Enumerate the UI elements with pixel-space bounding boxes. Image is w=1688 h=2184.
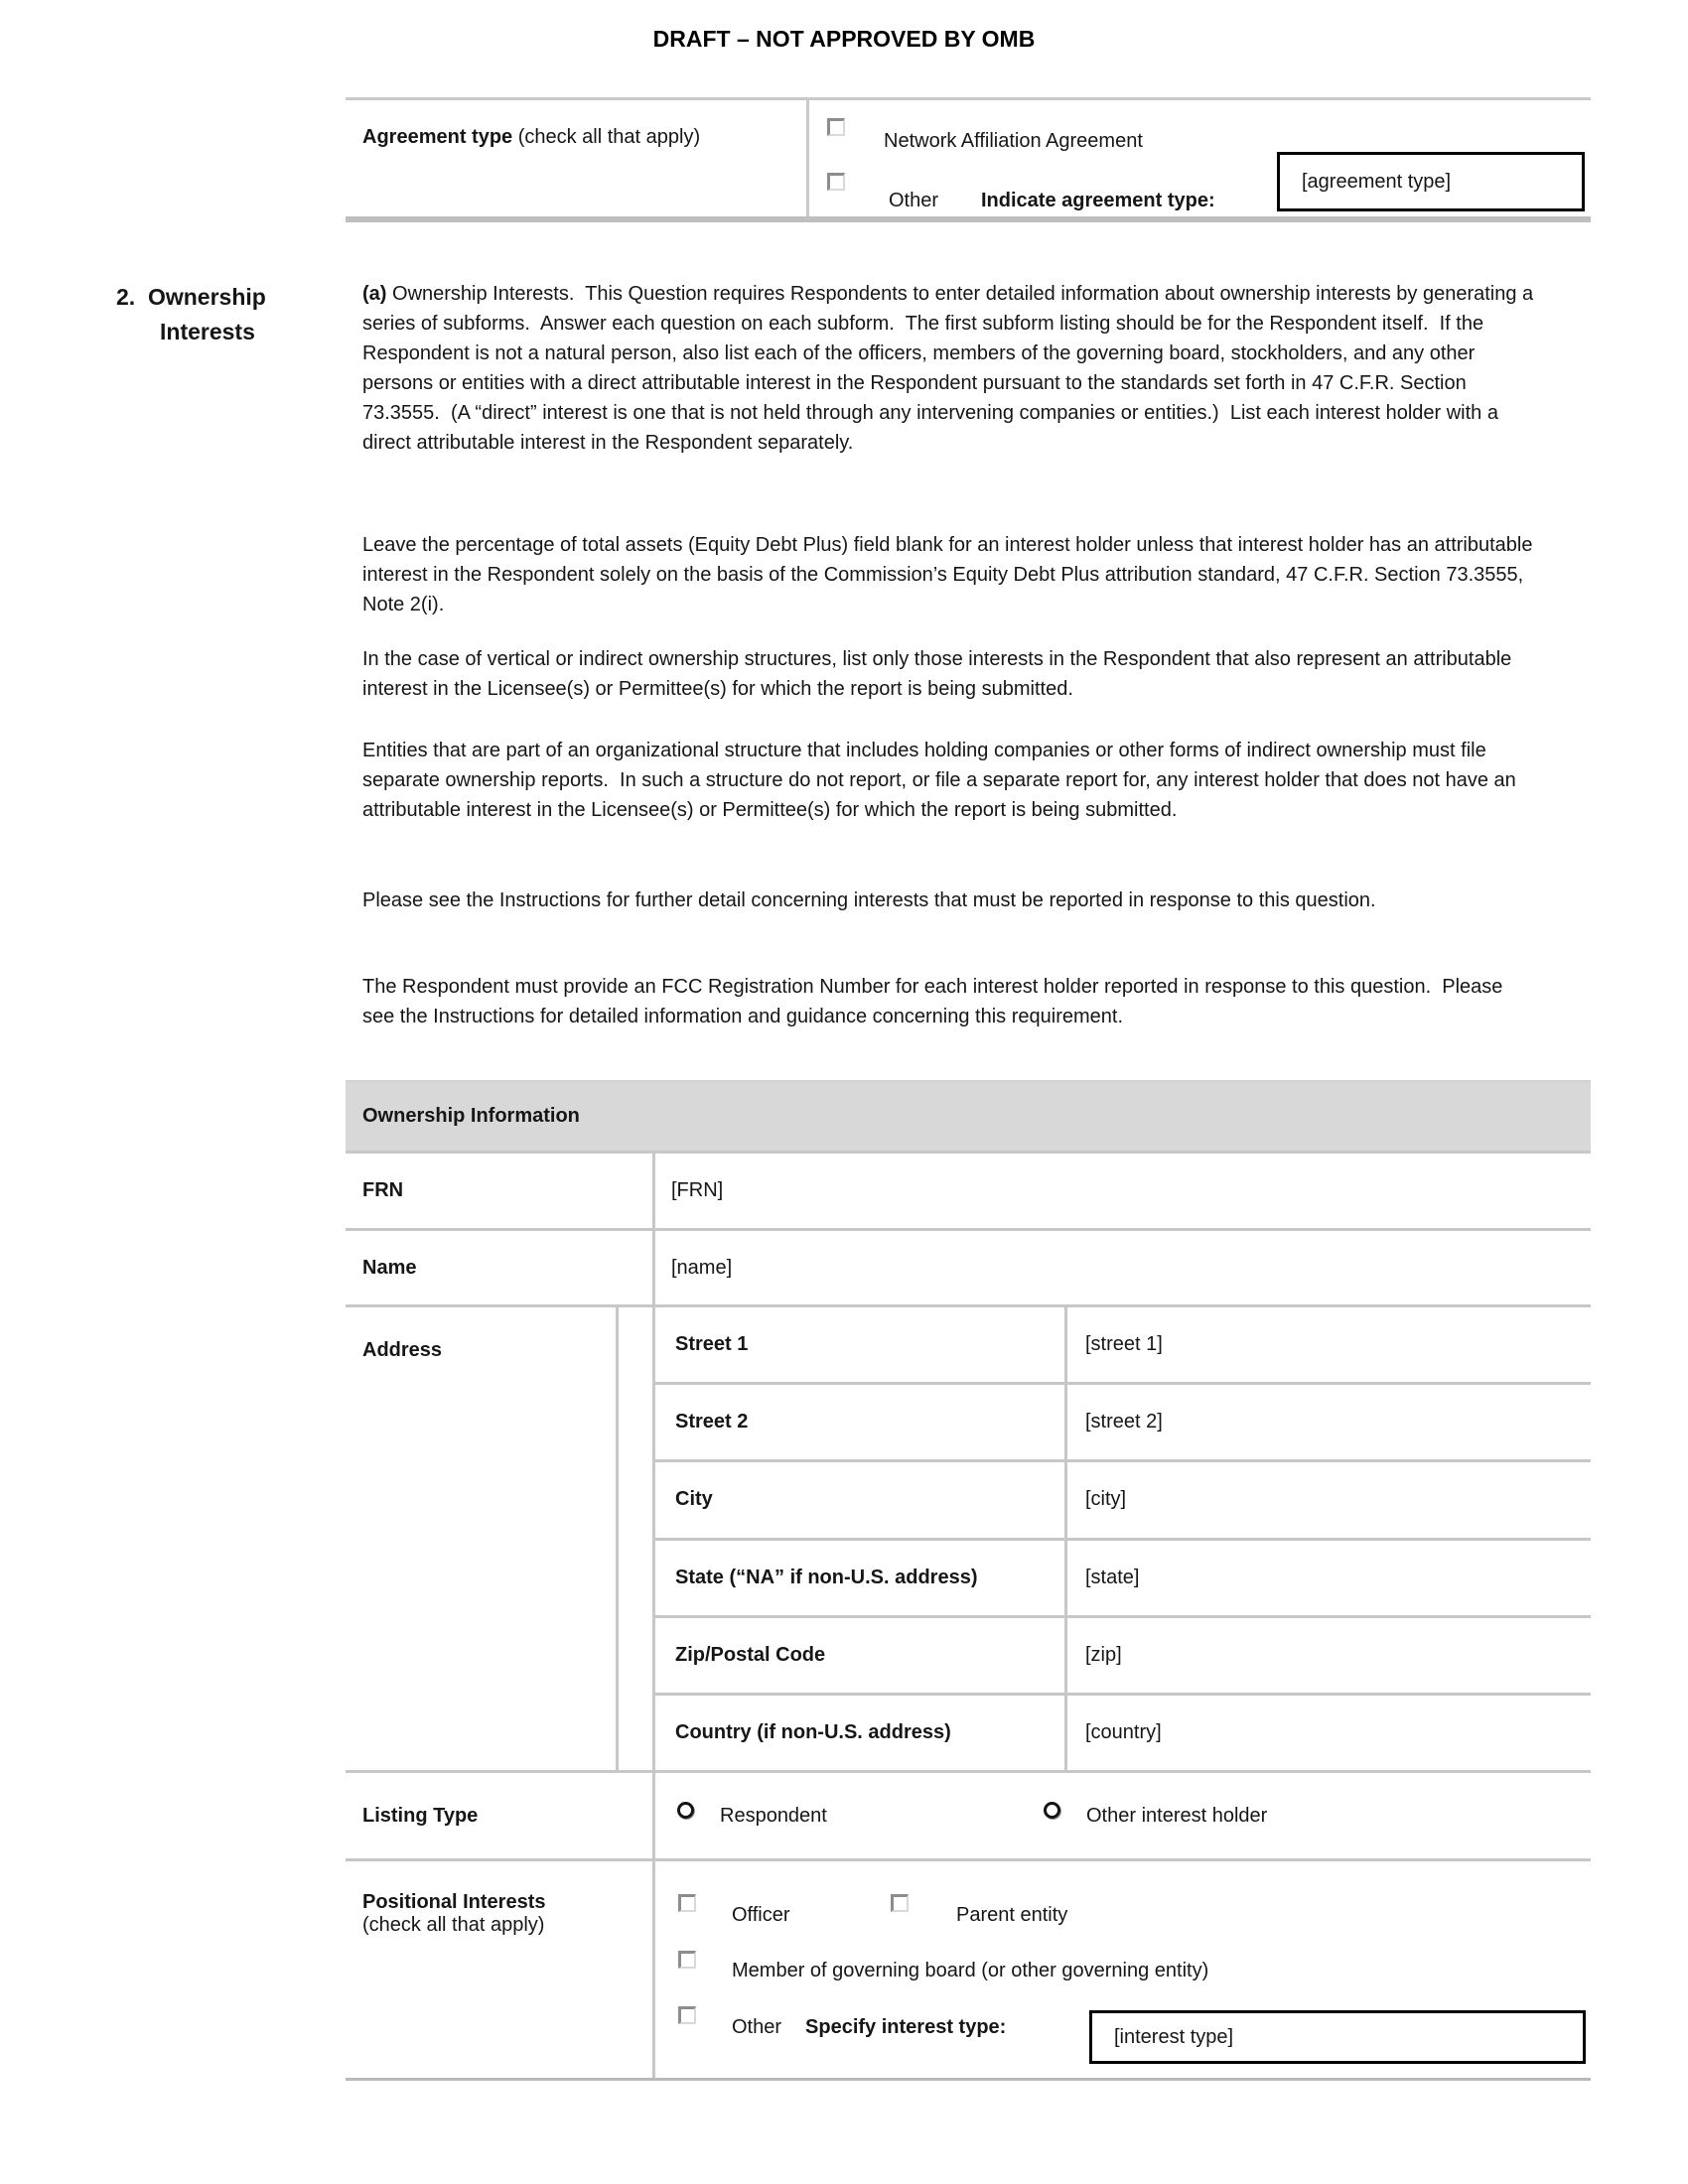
checkbox-other-interest[interactable] bbox=[678, 2006, 696, 2024]
listing-type-label: Listing Type bbox=[346, 1773, 655, 1858]
other-agreement-label: Other bbox=[889, 190, 939, 211]
agreement-type-label-note: (check all that apply) bbox=[512, 126, 701, 148]
paragraph-see-instructions: Please see the Instructions for further detail concerning interests that must be reported in response to this question. bbox=[362, 889, 1376, 911]
city-row bbox=[655, 1459, 1591, 1537]
address-row bbox=[346, 1304, 1591, 1770]
agreement-type-input-value: [agreement type] bbox=[1302, 170, 1452, 193]
specify-interest-type-label: Specify interest type: bbox=[805, 2015, 1007, 2038]
paragraph-vertical-ownership: In the case of vertical or indirect ownership structures, list only those interests in the Respondent that also represent an attributable interest in the Licensee(s) or Permittee(s) for which the report is being submitted. bbox=[362, 648, 1517, 700]
street2-value: [street 2] bbox=[1085, 1411, 1163, 1433]
street1-label: Street 1 bbox=[655, 1307, 1067, 1382]
radio-other-interest-holder[interactable] bbox=[1044, 1802, 1060, 1819]
checkbox-member-governing-board[interactable] bbox=[678, 1951, 696, 1969]
checkbox-parent-entity[interactable] bbox=[891, 1894, 909, 1912]
city-label: City bbox=[655, 1462, 1067, 1537]
checkbox-network-affiliation[interactable] bbox=[827, 118, 845, 136]
zip-value: [zip] bbox=[1085, 1643, 1122, 1666]
paragraph-lead: (a) bbox=[362, 283, 387, 305]
ownership-info-table bbox=[346, 1080, 1591, 2081]
paragraph-holding-companies: Entities that are part of an organizational structure that includes holding companies or other forms of indirect ownership must file separate ownership reports. In such a structure do not report, or file a separate report for, any interest holder that does not have an attributable interest in the Licensee(s) or Permittee(s) for which the report is being submitted. bbox=[362, 740, 1522, 821]
positional-line-2 bbox=[678, 1943, 1591, 1999]
zip-label: Zip/Postal Code bbox=[655, 1618, 1067, 1693]
city-value: [city] bbox=[1085, 1488, 1127, 1511]
other-interest-holder-label: Other interest holder bbox=[1086, 1804, 1268, 1827]
address-label: Address bbox=[346, 1307, 619, 1770]
address-nested-table bbox=[652, 1307, 1591, 1770]
positional-interests-row bbox=[346, 1858, 1591, 2078]
zip-row bbox=[655, 1615, 1591, 1693]
country-label: Country (if non-U.S. address) bbox=[655, 1696, 1067, 1770]
section-heading: 2. Ownership Interests bbox=[116, 284, 273, 344]
name-value: [name] bbox=[671, 1256, 733, 1279]
state-row bbox=[655, 1538, 1591, 1615]
frn-label: FRN bbox=[346, 1154, 655, 1228]
agreement-type-input[interactable] bbox=[1277, 152, 1585, 211]
name-label: Name bbox=[346, 1231, 655, 1304]
country-value: [country] bbox=[1085, 1720, 1162, 1743]
parent-entity-label: Parent entity bbox=[956, 1903, 1068, 1926]
state-value: [state] bbox=[1085, 1566, 1140, 1588]
name-row bbox=[346, 1228, 1591, 1304]
street2-label: Street 2 bbox=[655, 1385, 1067, 1459]
interest-type-input-value: [interest type] bbox=[1114, 2025, 1234, 2048]
positional-line-1 bbox=[678, 1887, 1591, 1943]
positional-interests-label: Positional Interests bbox=[362, 1891, 546, 1913]
section-paragraphs bbox=[362, 279, 1539, 1031]
radio-respondent[interactable] bbox=[677, 1802, 694, 1819]
country-row bbox=[655, 1693, 1591, 1770]
street2-row bbox=[655, 1382, 1591, 1459]
listing-type-options bbox=[655, 1773, 1591, 1858]
member-governing-board-label: Member of governing board (or other governing entity) bbox=[732, 1960, 1209, 1981]
checkbox-officer[interactable] bbox=[678, 1894, 696, 1912]
state-label: State (“NA” if non-U.S. address) bbox=[655, 1541, 1067, 1615]
listing-type-row bbox=[346, 1770, 1591, 1858]
other-interest-label: Other bbox=[732, 2015, 782, 2038]
interest-type-input[interactable] bbox=[1089, 2010, 1586, 2064]
paragraph-equity-debt-plus: Leave the percentage of total assets (Equity Debt Plus) field blank for an interest holder unless that interest holder has an attributable interest in the Respondent solely on the basis of the Commission’s Equity Debt Plus attribution standard, 47 C.F.R. Section 73.3555, Note 2(i). bbox=[362, 534, 1539, 615]
positional-interests-options bbox=[655, 1861, 1591, 2078]
ownership-info-header: Ownership Information bbox=[346, 1080, 1591, 1151]
frn-row bbox=[346, 1151, 1591, 1228]
checkbox-other-agreement[interactable] bbox=[827, 173, 845, 191]
draft-banner: DRAFT – NOT APPROVED BY OMB bbox=[652, 26, 1036, 52]
agreement-type-label-bold: Agreement type bbox=[362, 126, 513, 148]
respondent-label: Respondent bbox=[720, 1804, 827, 1827]
agreement-type-table bbox=[346, 97, 1591, 222]
check-all-that-apply-note: (check all that apply) bbox=[362, 1914, 545, 1936]
agreement-type-label bbox=[362, 126, 700, 149]
officer-label: Officer bbox=[732, 1903, 790, 1926]
indicate-agreement-type-label: Indicate agreement type: bbox=[981, 190, 1215, 211]
column-divider bbox=[806, 100, 809, 216]
street1-value: [street 1] bbox=[1085, 1333, 1163, 1356]
street1-row bbox=[655, 1307, 1591, 1382]
frn-value: [FRN] bbox=[671, 1179, 724, 1201]
paragraph-ownership-interests: (a) Ownership Interests. This Question requires Respondents to enter detailed information about ownership interests by generating a series of subforms. Answer each question on each subform. The first subform listing should be for the Respondent itself. If the Respondent is not a natural person, also list each of the officers, members of the governing board, stockholders, and any other persons or entities with a direct attributable interest in the Respondent pursuant to the standards set forth in 47 C.F.R. Section 73.3555. (A “direct” interest is one that is not held through any intervening companies or entities.) List each interest holder with a direct attributable interest in the Respondent separately. bbox=[362, 283, 1539, 454]
address-cell-gap bbox=[619, 1307, 652, 1770]
positional-interests-label-cell bbox=[346, 1861, 655, 2078]
network-affiliation-label: Network Affiliation Agreement bbox=[884, 130, 1143, 152]
paragraph-frn-requirement: The Respondent must provide an FCC Registration Number for each interest holder reported in response to this question. Please see the Instructions for detailed information and guidance concerning this requirement. bbox=[362, 976, 1508, 1027]
